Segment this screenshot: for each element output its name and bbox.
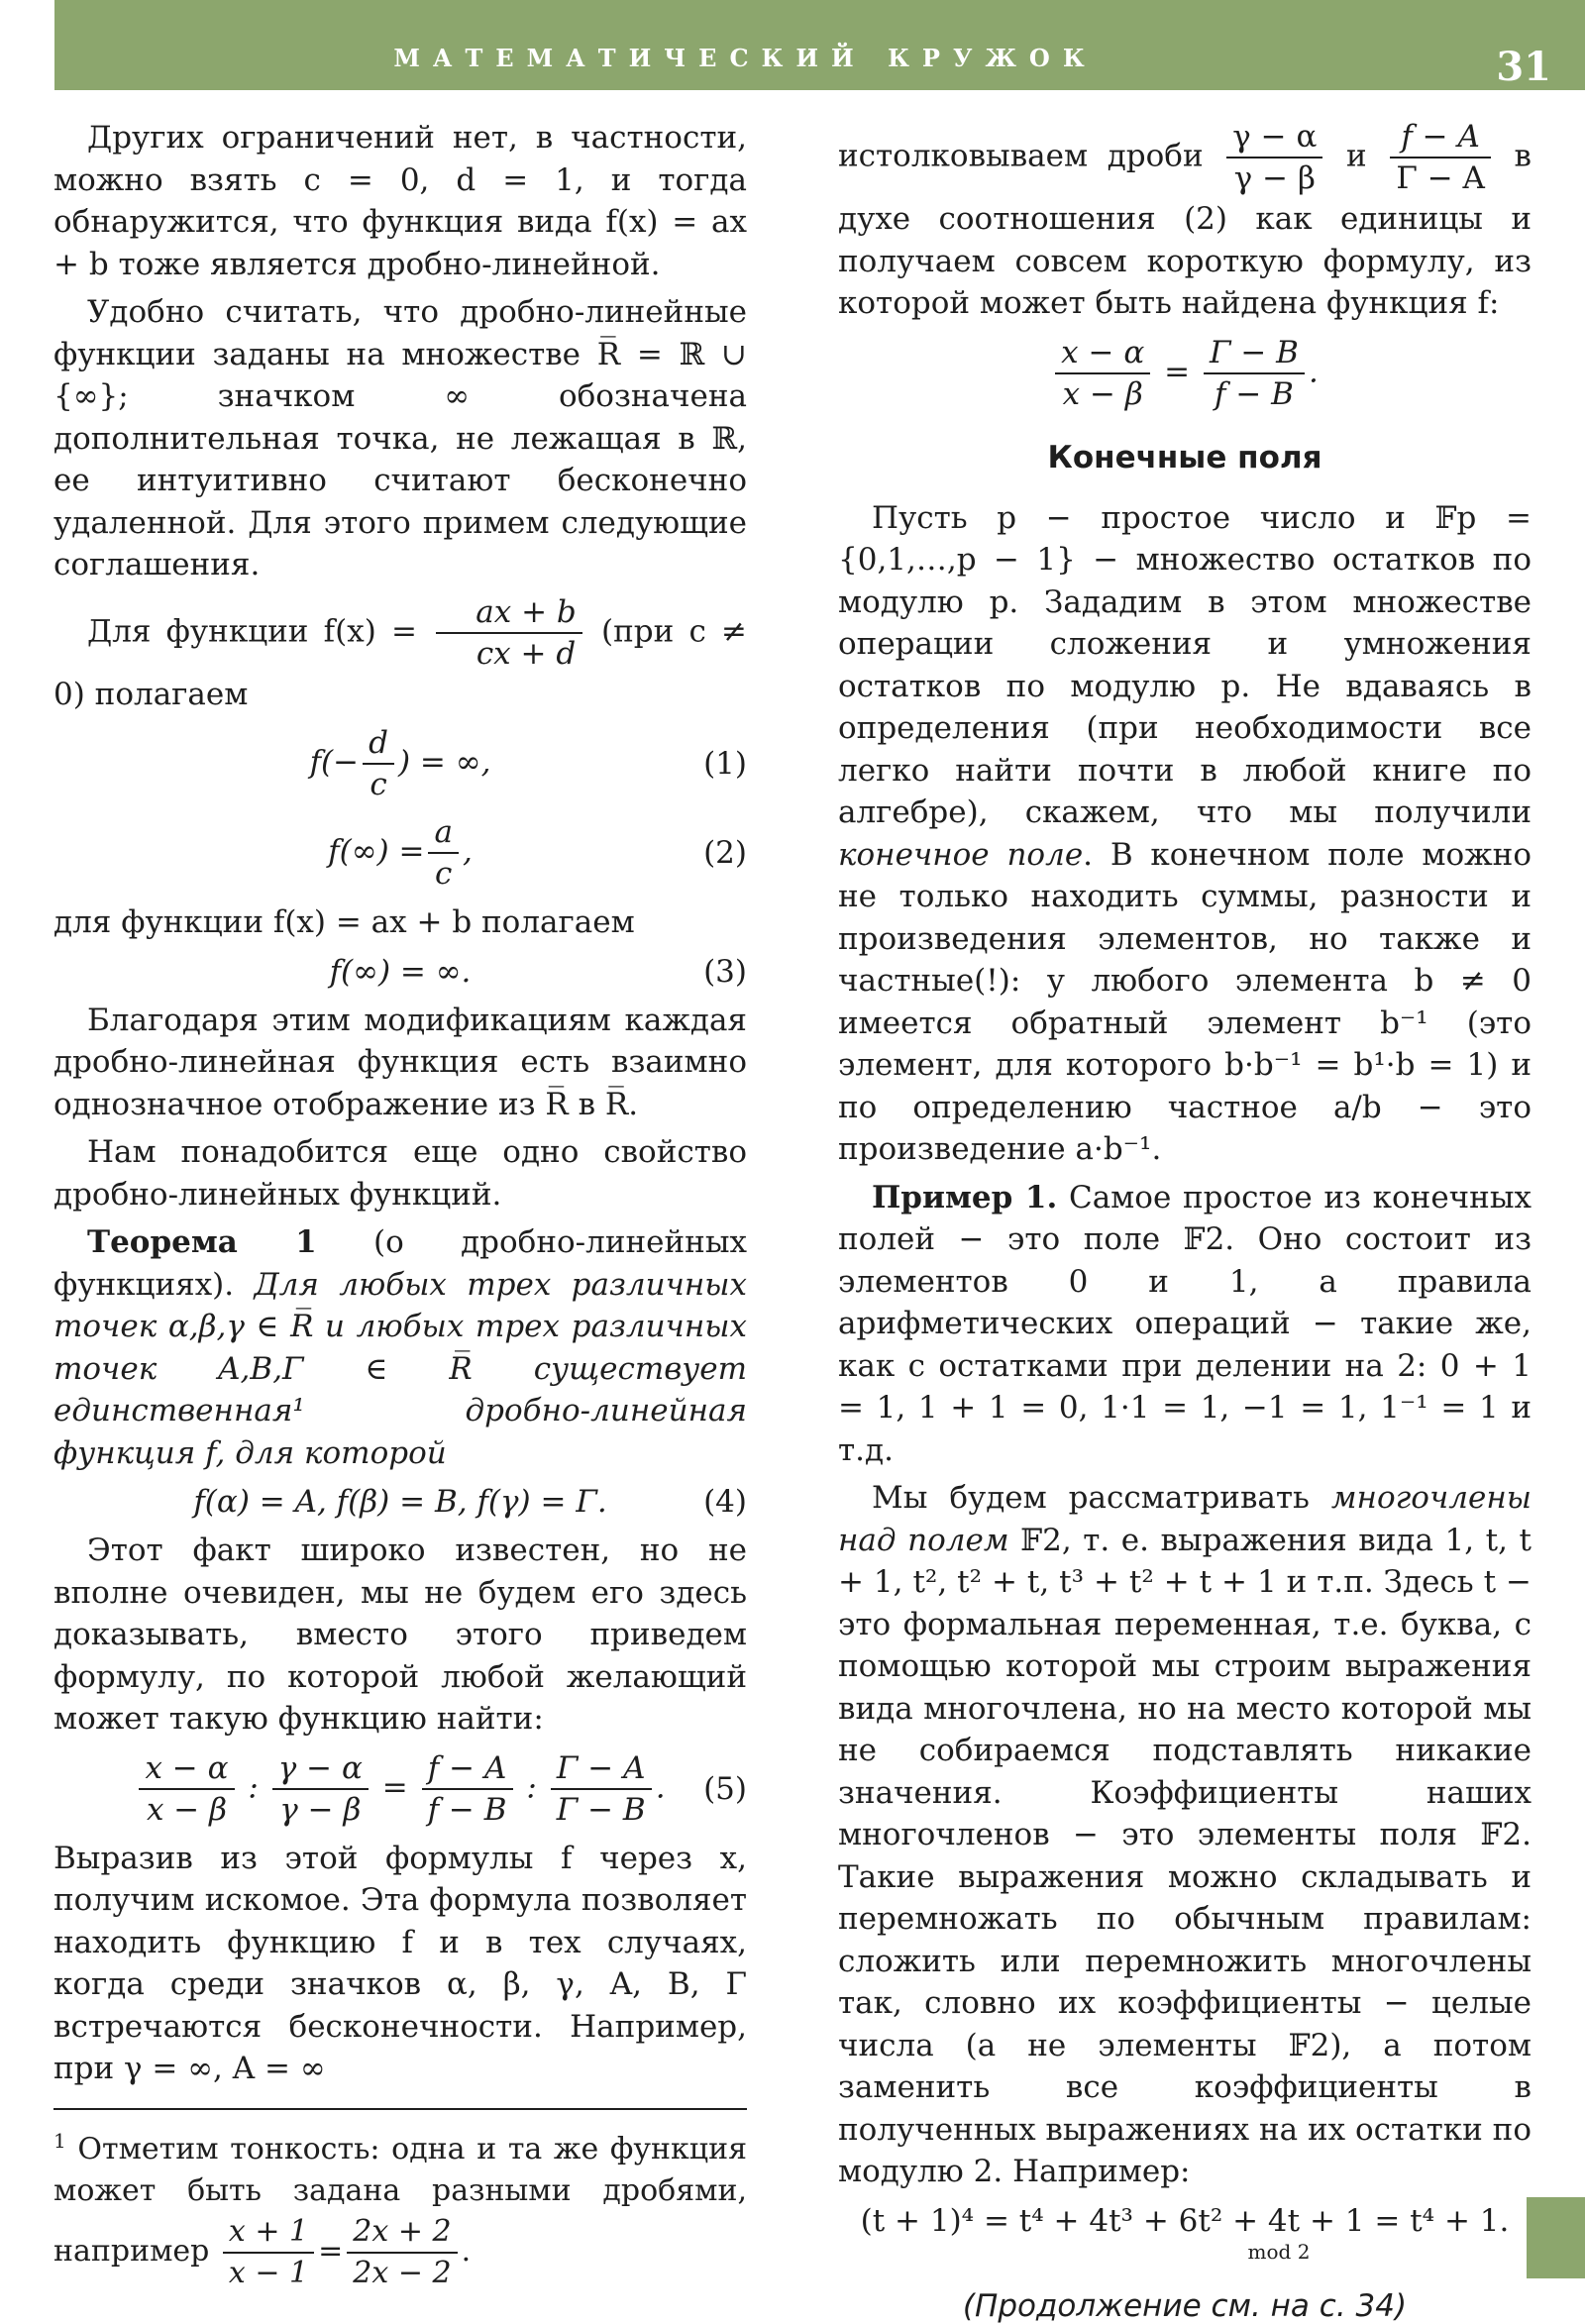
fraction <box>436 592 582 674</box>
corner-tab <box>1527 2197 1585 2278</box>
equation-number: (5) <box>703 1770 747 1807</box>
numerator: γ − α <box>272 1748 369 1790</box>
fraction <box>1204 333 1305 414</box>
denominator: 2x − 2 <box>353 2255 452 2290</box>
text: Мы будем рассматривать <box>872 1480 1310 1516</box>
numerator: f − A <box>1390 117 1491 158</box>
equation-number: (3) <box>703 953 747 990</box>
operator: . <box>461 2233 472 2269</box>
denominator: x − β <box>146 1791 228 1828</box>
numerator: Γ − B <box>1204 333 1305 374</box>
page-number: 31 <box>1496 44 1551 90</box>
operator: . <box>1308 354 1319 389</box>
fraction <box>422 1748 513 1830</box>
emphasis: конечное поле <box>838 836 1084 873</box>
operator: : <box>526 1769 537 1805</box>
denominator: Γ − B <box>556 1791 646 1828</box>
denominator: c <box>370 767 387 802</box>
eq-text: f(− <box>309 744 360 781</box>
equation-4 <box>53 1482 747 1522</box>
fraction <box>1055 333 1150 414</box>
paragraph: Других ограничений нет, в частности, можно взять c = 0, d = 1, и тогда обнаружится, что функция вида f(x) = ax + b тоже является дробно-линейной. <box>53 120 747 282</box>
denominator: f − B <box>427 1791 507 1828</box>
left-column <box>53 117 747 2293</box>
text: в духе соотношения (2) как единицы и получаем совсем короткую формулу, из которой может быть найдена функция f: <box>838 138 1532 321</box>
paragraph: Удобно считать, что дробно-линейные функции заданы на множестве R̅ = ℝ ∪ {∞}; значком ∞ обозначена дополнительная точка, не лежащая в ℝ, ее интуитивно считают бесконечно удаленной. Для этого примем следующие соглашения. <box>53 294 747 582</box>
equation-number: (2) <box>703 835 747 871</box>
denominator: x − 1 <box>228 2255 309 2290</box>
paragraph <box>838 497 1532 1171</box>
denominator: x − β <box>1062 375 1143 412</box>
theorem-label: Теорема 1 <box>87 1224 317 1260</box>
numerator: a <box>428 812 458 854</box>
equation-3 <box>53 952 747 992</box>
numerator: Γ − A <box>551 1748 652 1790</box>
paragraph: Нам понадобится еще одно свойство дробно-линейных функций. <box>53 1134 747 1213</box>
eq-text: (t + 1)⁴ = t⁴ + 4t³ + 6t² + 4t + 1 = t⁴ + 1. <box>860 2202 1510 2239</box>
paragraph: для функции f(x) = ax + b полагаем <box>53 904 635 940</box>
numerator: f − A <box>422 1748 513 1790</box>
denominator: f − B <box>1215 375 1294 412</box>
equation-7 <box>838 2201 1532 2263</box>
numerator: ax + b <box>436 592 582 634</box>
fraction <box>223 2212 314 2293</box>
paragraph: Этот факт широко известен, но не вполне очевиден, мы не будем его здесь доказывать, вместо этого приведем формулу, по которой любой желающий может такую функцию найти: <box>53 1532 747 1737</box>
continuation-note: (Продолжение см. на с. 34) <box>962 2287 1408 2324</box>
fraction <box>428 812 458 894</box>
eq-text: , <box>462 833 473 870</box>
paragraph: Благодаря этим модификациям каждая дробно-линейная функция есть взаимно однозначное отображение из R̅ в R̅. <box>53 1002 747 1122</box>
operator: : <box>248 1769 259 1805</box>
numerator: d <box>363 723 394 765</box>
fraction <box>139 1748 234 1830</box>
text: истолковываем дроби <box>838 138 1204 174</box>
numerator: γ − α <box>1226 117 1322 158</box>
example <box>838 1177 1532 1472</box>
emphasis: многочлены над полем <box>838 1480 1532 1558</box>
denominator: γ − β <box>279 1791 362 1828</box>
paragraph <box>838 117 1532 325</box>
operator: = <box>1164 354 1191 389</box>
operator: = <box>381 1769 408 1805</box>
footnote <box>53 2120 747 2293</box>
eq-text: f(∞) = <box>328 833 425 870</box>
operator: . <box>655 1769 666 1805</box>
right-column <box>838 117 1532 2324</box>
paragraph <box>53 592 747 716</box>
equation-number: (1) <box>703 746 747 782</box>
denominator: c <box>435 856 453 892</box>
header-title: МАТЕМАТИЧЕСКИЙ КРУЖОК <box>393 44 1098 72</box>
example-text: Самое простое из конечных полей − это поле 𝔽2. Оно состоит из элементов 0 и 1, а правила арифметических операций − такие же, как с остатками при делении на 2: 0 + 1 = 1, 1 + 1 = 0, 1·1 = 1, −1 = 1, 1⁻¹ = 1 и т.д. <box>838 1179 1532 1468</box>
numerator: 2x + 2 <box>347 2212 457 2254</box>
text: (при c ≠ 0) полагаем <box>53 613 747 712</box>
theorem <box>53 1221 747 1474</box>
fraction <box>363 723 394 804</box>
eq-text: ) = ∞, <box>397 744 491 781</box>
fraction <box>1390 117 1491 198</box>
page-header <box>54 0 1585 90</box>
fraction <box>272 1748 369 1830</box>
footnote-mark: 1 <box>53 2128 66 2153</box>
fraction <box>347 2212 457 2293</box>
numerator: x − α <box>139 1748 234 1790</box>
operator: = <box>318 2233 344 2269</box>
denominator: cx + d <box>476 635 577 672</box>
equation-number: (4) <box>703 1484 747 1520</box>
text: и <box>1346 138 1367 174</box>
fraction <box>1226 117 1322 198</box>
text: Для функции f(x) = <box>87 613 418 649</box>
equation-5 <box>53 1748 747 1830</box>
text: . В конечном поле можно не только находить суммы, разности и произведения элементов, но также и частные(!): у любого элемента b ≠ 0 имеется обратный элемент b⁻¹ (это элемент, для которого b·b⁻¹ = b¹·b = 1) и по определению частное a/b − это произведение a·b⁻¹. <box>838 836 1532 1167</box>
numerator: x + 1 <box>223 2212 314 2254</box>
eq-text: f(α) = A, f(β) = B, f(γ) = Γ. <box>193 1484 607 1520</box>
denominator: Γ − A <box>1396 160 1485 196</box>
paragraph: Выразив из этой формулы f через x, получим искомое. Эта формула позволяет находить функцию f и в тех случаях, когда среди значков α, β, γ, A, B, Γ встречаются бесконечности. Например, при γ = ∞, A = ∞ <box>53 1840 747 2086</box>
footnote-text: Отметим тонкость: одна и та же функция может быть задана разными дробями, например <box>53 2131 747 2269</box>
equation-1 <box>53 723 747 804</box>
paragraph <box>838 1477 1532 2193</box>
denominator: γ − β <box>1233 160 1316 196</box>
text: Пусть p − простое число и 𝔽p = {0,1,…,p − 1} − множество остатков по модулю p. Зададим в этом множестве операции сложения и умножения остатков по модулю p. Не вдаваясь в определения (при необходимости все легко найти почти в любой книге по алгебре), скажем, что мы получили <box>838 499 1532 830</box>
theorem-note: (о дробно-линейных функциях). <box>53 1224 747 1303</box>
numerator: x − α <box>1055 333 1150 374</box>
equation-6 <box>838 333 1532 414</box>
example-label: Пример 1. <box>872 1179 1058 1215</box>
fraction <box>551 1748 652 1830</box>
eq-text: f(∞) = ∞. <box>329 953 472 990</box>
equation-2 <box>53 812 747 894</box>
theorem-body: Для любых трех различных точек α,β,γ ∈ R̅ и любых трех различных точек A,B,Γ ∈ R̅ существует единственная¹ дробно-линейная функция f, для которой <box>53 1266 747 1471</box>
section-heading: Конечные поля <box>1047 439 1322 475</box>
footnote-divider <box>53 2108 747 2110</box>
text: 𝔽2, т. е. выражения вида 1, t, t + 1, t², t² + t, t³ + t² + t + 1 и т.п. Здесь t − это формальная переменная, т.е. буква, с помощью которой мы строим выражения вида многочлена, но на место которой мы не собираемся подставлять никакие значения. Коэффициенты наших многочленов − это элементы поля 𝔽2. Такие выражения можно складывать и перемножать по обычным правилам: сложить или перемножить многочлены так, словно их коэффициенты − целые числа (а не элементы 𝔽2), а потом заменить все коэффициенты в полученных выражениях на их остатки по модулю 2. Например: <box>838 1522 1532 2189</box>
eq-subscript: mod 2 <box>1247 2239 1311 2264</box>
